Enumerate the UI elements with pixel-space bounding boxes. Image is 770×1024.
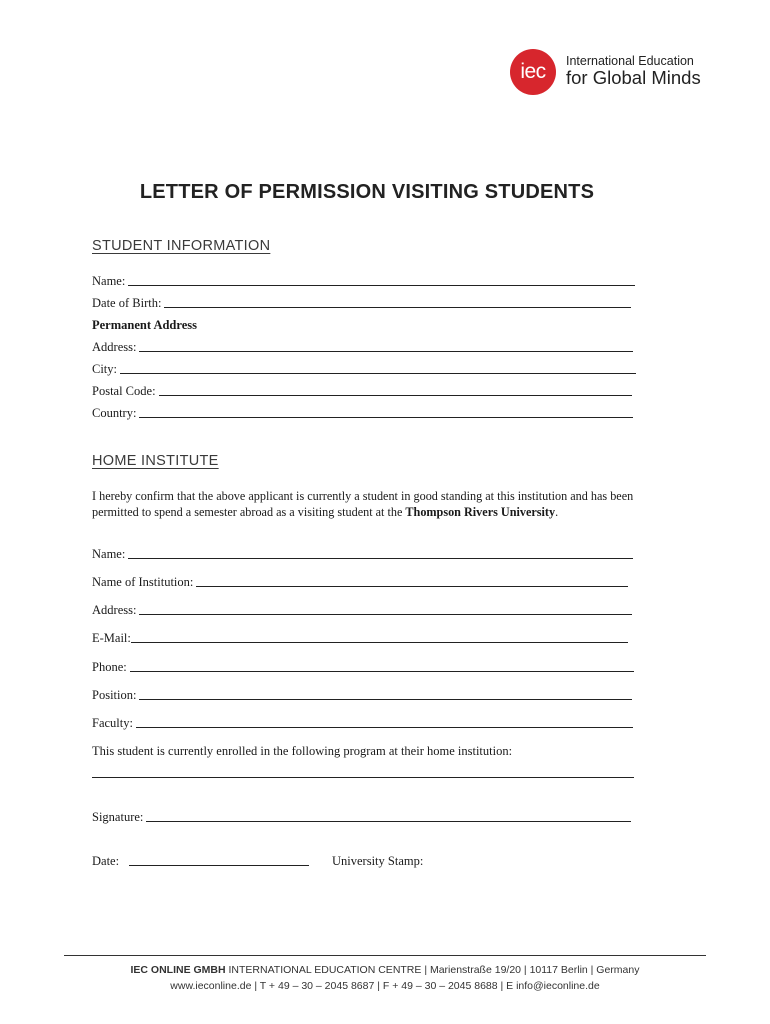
faculty-label: Faculty: [92, 716, 133, 730]
footer-company-name: IEC ONLINE GMBH [130, 964, 226, 976]
email-label: E-Mail: [92, 631, 131, 645]
position-line[interactable] [139, 699, 632, 700]
date-field[interactable] [92, 854, 309, 869]
university-name: Thompson Rivers University [405, 505, 556, 519]
institution-address-label: Address: [92, 603, 137, 617]
date-label: Date: [92, 854, 120, 868]
contact-name-label: Name: [92, 547, 126, 561]
enrolled-program-text: This student is currently enrolled in the following program at their home institution: [92, 744, 513, 758]
institution-name-field[interactable] [92, 575, 628, 590]
country-line[interactable] [139, 417, 633, 418]
iec-logo-mark: iec [510, 49, 556, 95]
faculty-field[interactable] [92, 716, 633, 731]
logo-tagline-line2: for Global Minds [566, 67, 701, 88]
email-field[interactable] [92, 631, 628, 646]
position-label: Position: [92, 688, 137, 702]
date-of-birth-line[interactable] [164, 307, 631, 308]
student-name-line[interactable] [128, 285, 635, 286]
country-label: Country: [92, 406, 137, 420]
student-address-line[interactable] [139, 351, 633, 352]
postal-code-field[interactable] [92, 384, 632, 399]
footer-divider [64, 955, 706, 956]
postal-code-line[interactable] [159, 395, 632, 396]
logo-tagline-line1: International Education [566, 54, 694, 68]
postal-code-label: Postal Code: [92, 384, 156, 398]
date-of-birth-label: Date of Birth: [92, 296, 162, 310]
university-stamp-label: University Stamp: [332, 854, 424, 868]
footer-address-line [0, 964, 770, 976]
confirmation-period: . [555, 505, 559, 519]
signature-field[interactable] [92, 810, 631, 825]
contact-name-field[interactable] [92, 547, 633, 562]
home-institute-heading: HOME INSTITUTE [92, 453, 219, 469]
phone-label: Phone: [92, 660, 127, 674]
student-information-heading: STUDENT INFORMATION [92, 238, 271, 254]
phone-line[interactable] [130, 671, 634, 672]
signature-line[interactable] [146, 821, 631, 822]
signature-label: Signature: [92, 810, 144, 824]
position-field[interactable] [92, 688, 632, 703]
institution-address-line[interactable] [139, 614, 632, 615]
confirmation-text: I hereby confirm that the above applicant is currently a student in good standing at this institution and has been permitted to spend a semester abroad as a visiting student at the [92, 489, 634, 519]
contact-name-line[interactable] [128, 558, 633, 559]
footer-address-text: INTERNATIONAL EDUCATION CENTRE | Marienstraße 19/20 | 10117 Berlin | Germany [225, 964, 640, 976]
student-name-label: Name: [92, 274, 126, 288]
city-field[interactable] [92, 362, 636, 377]
email-line[interactable] [131, 642, 628, 643]
country-field[interactable] [92, 406, 633, 421]
city-line[interactable] [120, 373, 636, 374]
institution-name-line[interactable] [196, 586, 628, 587]
student-address-field[interactable] [92, 340, 633, 355]
confirmation-paragraph [92, 488, 652, 520]
student-name-field[interactable] [92, 274, 635, 289]
footer-contact-line: www.ieconline.de | T + 49 – 30 – 2045 8687 | F + 49 – 30 – 2045 8688 | E info@ieconline.de [170, 980, 600, 992]
date-of-birth-field[interactable] [92, 296, 631, 311]
city-label: City: [92, 362, 118, 376]
institution-address-field[interactable] [92, 603, 632, 618]
faculty-line[interactable] [136, 727, 633, 728]
student-address-label: Address: [92, 340, 137, 354]
page-title: LETTER OF PERMISSION VISITING STUDENTS [139, 181, 595, 203]
permanent-address-heading: Permanent Address [92, 318, 197, 332]
date-line[interactable] [129, 865, 309, 866]
phone-field[interactable] [92, 660, 634, 675]
institution-name-label: Name of Institution: [92, 575, 194, 589]
enrolled-program-line[interactable] [92, 777, 634, 778]
